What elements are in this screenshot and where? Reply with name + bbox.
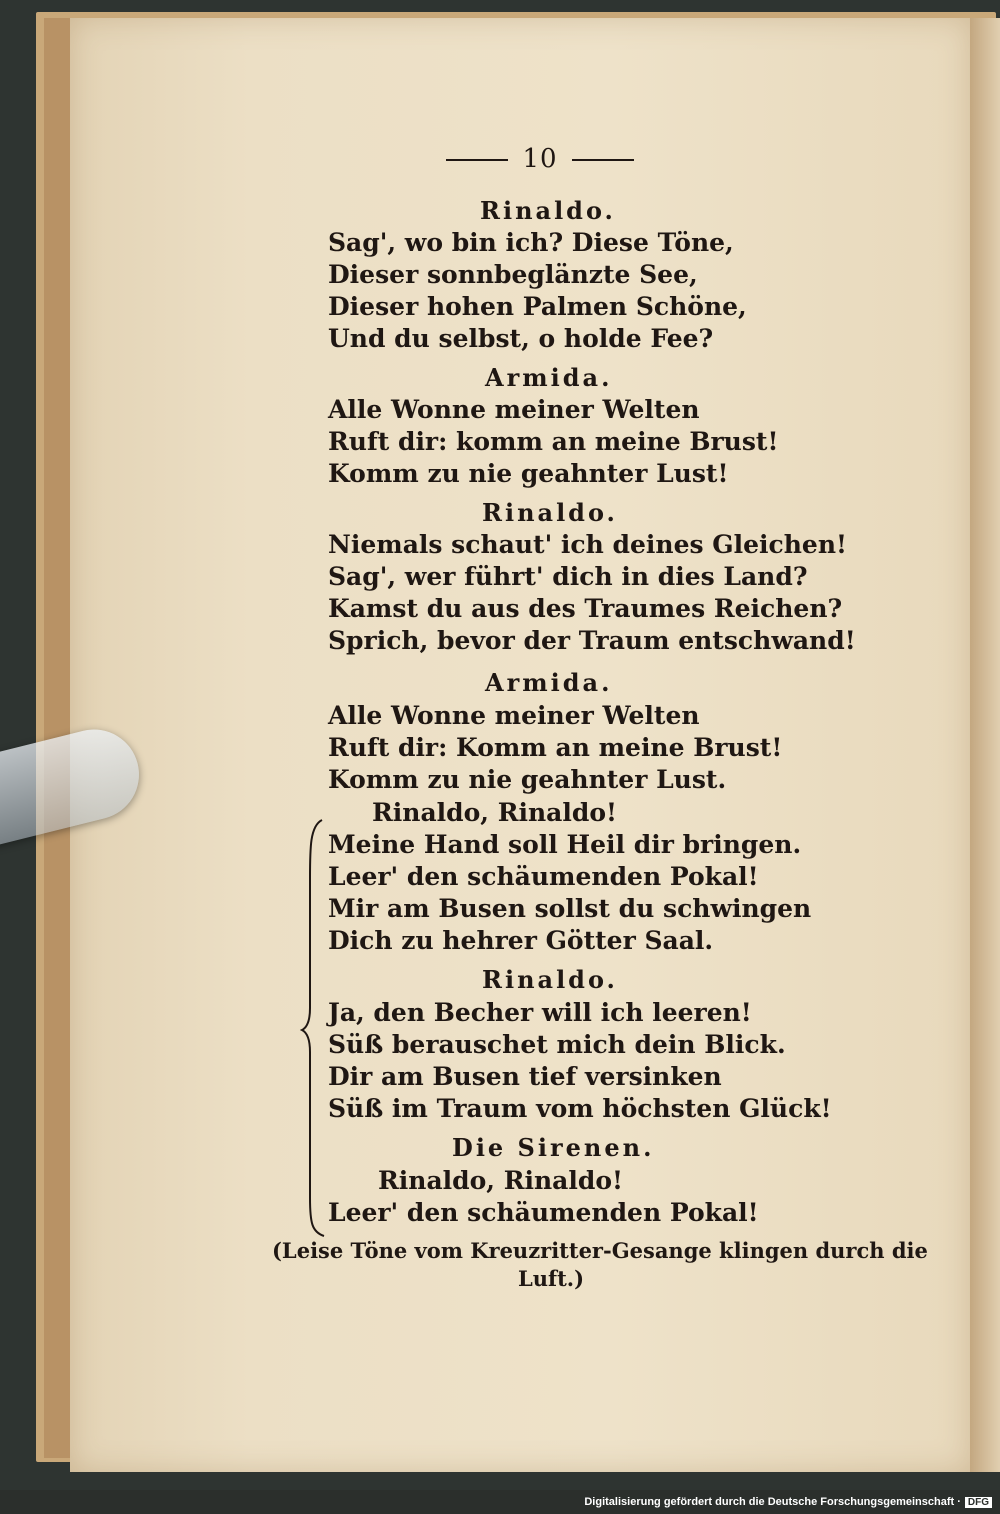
verse-line: Leer' den schäumenden Pokal! [328,862,759,891]
dfg-logo: DFG [965,1497,992,1508]
verse-line: Kamst du aus des Traumes Reichen? [328,594,843,623]
verse-line: Alle Wonne meiner Welten [328,701,700,730]
footer-text: Digitalisierung gefördert durch die Deutsche Forschungsgemeinschaft [584,1496,955,1508]
verse-line: Leer' den schäumenden Pokal! [328,1198,759,1227]
verse-line: Süß berauschet mich dein Blick. [328,1030,786,1059]
book-page [70,18,970,1472]
speaker-name: Rinaldo. [480,196,616,225]
verse-line: Süß im Traum vom höchsten Glück! [328,1094,832,1123]
verse-line: Sprich, bevor der Traum entschwand! [328,626,856,655]
verse-line: Rinaldo, Rinaldo! [372,798,617,827]
verse-line: Alle Wonne meiner Welten [328,395,700,424]
verse-line: Meine Hand soll Heil dir bringen. [328,830,802,859]
verse-line: Rinaldo, Rinaldo! [378,1166,623,1195]
verse-line: Niemals schaut' ich deines Gleichen! [328,530,847,559]
stage-direction: Luft.) [518,1266,585,1291]
page-number-rule-right [572,159,634,161]
stage-direction: (Leise Töne vom Kreuzritter-Gesange klingen durch die [272,1238,928,1263]
curly-brace [300,818,330,1238]
verse-line: Mir am Busen sollst du schwingen [328,894,812,923]
footer-credit: Digitalisierung gefördert durch die Deutsche Forschungsgemeinschaft · DFG [584,1496,992,1508]
verse-line: Und du selbst, o holde Fee? [328,324,714,353]
speaker-name: Rinaldo. [482,498,618,527]
speaker-name: Armida. [485,363,613,392]
verse-line: Dieser sonnbeglänzte See, [328,260,698,289]
page-number [425,144,655,174]
verse-line: Dir am Busen tief versinken [328,1062,722,1091]
facing-page-edge [966,18,1000,1472]
speaker-name: Armida. [485,668,613,697]
verse-line: Komm zu nie geahnter Lust! [328,459,729,488]
page-number-value: 10 [522,144,558,174]
verse-line: Sag', wo bin ich? Diese Töne, [328,228,734,257]
verse-line: Dieser hohen Palmen Schöne, [328,292,747,321]
verse-line: Ruft dir: Komm an meine Brust! [328,733,783,762]
verse-line: Ja, den Becher will ich leeren! [328,998,752,1027]
verse-line: Komm zu nie geahnter Lust. [328,765,727,794]
verse-line: Sag', wer führt' dich in dies Land? [328,562,808,591]
page-number-rule-left [446,159,508,161]
verse-line: Ruft dir: komm an meine Brust! [328,427,779,456]
verse-line: Dich zu hehrer Götter Saal. [328,926,714,955]
speaker-name: Rinaldo. [482,965,618,994]
speaker-name: Die Sirenen. [452,1133,655,1162]
